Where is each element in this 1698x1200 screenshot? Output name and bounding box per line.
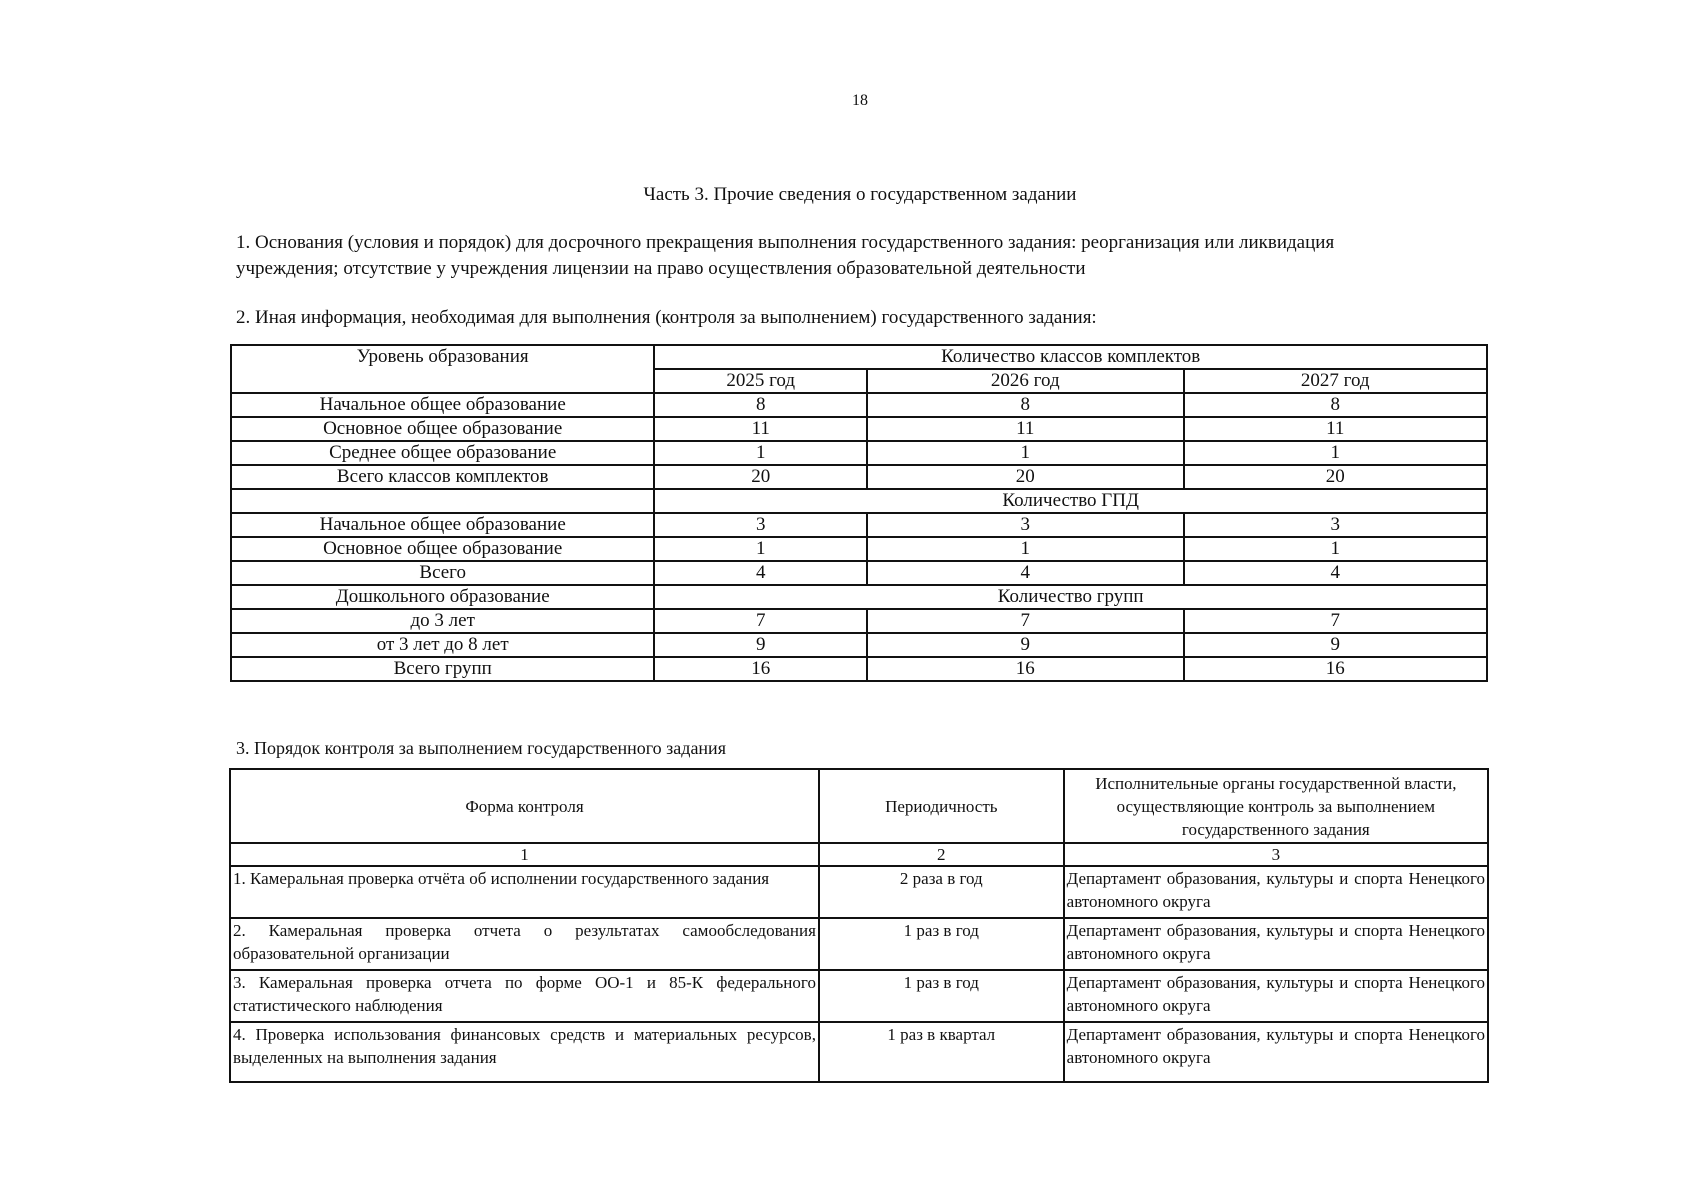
cell-value: 11	[1184, 417, 1488, 441]
table-row	[231, 561, 1487, 585]
table-row	[231, 657, 1487, 681]
cell-value: 4	[654, 561, 867, 585]
periodicity-cell: 1 раз в год	[819, 918, 1064, 970]
row-label: Основное общее образование	[231, 537, 654, 561]
authority-cell: Департамент образования, культуры и спорта Ненецкого автономного округа	[1064, 866, 1488, 918]
cell-value: 7	[867, 609, 1183, 633]
table-row	[230, 866, 1488, 918]
cell-value: 8	[867, 393, 1183, 417]
table-row	[230, 1022, 1488, 1082]
classes-header: Количество классов комплектов	[654, 345, 1487, 369]
part-title: Часть 3. Прочие сведения о государственном задании	[643, 184, 1077, 205]
groups-header: Количество групп	[654, 585, 1487, 609]
cell-value: 20	[654, 465, 867, 489]
section-1-line-2: учреждения; отсутствие у учреждения лицензии на право осуществления образовательной деятельности	[236, 258, 1086, 279]
row-label: Основное общее образование	[231, 417, 654, 441]
cell-value: 20	[1184, 465, 1488, 489]
table-row	[231, 633, 1487, 657]
control-form-cell: 2. Камеральная проверка отчета о результатах самообследования образовательной организации	[230, 918, 819, 970]
authority-cell: Департамент образования, культуры и спорта Ненецкого автономного округа	[1064, 1022, 1488, 1082]
table-row	[231, 513, 1487, 537]
cell-value: 7	[654, 609, 867, 633]
level-header: Уровень образования	[231, 345, 654, 393]
column-number: 1	[230, 843, 819, 866]
cell-value: 1	[1184, 537, 1488, 561]
cell-value: 7	[1184, 609, 1488, 633]
preschool-label: Дошкольного образование	[231, 585, 654, 609]
section-2-title: 2. Иная информация, необходимая для выполнения (контроля за выполнением) государственного задания:	[236, 307, 1097, 328]
row-label: Всего групп	[231, 657, 654, 681]
cell-value: 1	[1184, 441, 1488, 465]
control-form-cell: 1. Камеральная проверка отчёта об исполнении государственного задания	[230, 866, 819, 918]
year-header: 2027 год	[1184, 369, 1488, 393]
section-1-text	[236, 230, 1486, 282]
gpd-header: Количество ГПД	[654, 489, 1487, 513]
row-label: до 3 лет	[231, 609, 654, 633]
section-3-title: 3. Порядок контроля за выполнением государственного задания	[236, 738, 726, 758]
cell-value: 9	[1184, 633, 1488, 657]
control-form-cell: 3. Камеральная проверка отчета по форме ОО-1 и 85-К федерального статистического наблюдения	[230, 970, 819, 1022]
cell-value: 1	[654, 441, 867, 465]
authority-cell: Департамент образования, культуры и спорта Ненецкого автономного округа	[1064, 918, 1488, 970]
cell-value: 9	[654, 633, 867, 657]
cell-value: 1	[654, 537, 867, 561]
cell-value: 11	[867, 417, 1183, 441]
column-number: 2	[819, 843, 1064, 866]
row-label: от 3 лет до 8 лет	[231, 633, 654, 657]
table-row	[231, 393, 1487, 417]
table-row	[230, 918, 1488, 970]
table-row	[230, 970, 1488, 1022]
authority-cell: Департамент образования, культуры и спорта Ненецкого автономного округа	[1064, 970, 1488, 1022]
cell-value: 16	[867, 657, 1183, 681]
table-row	[231, 465, 1487, 489]
row-label: Начальное общее образование	[231, 513, 654, 537]
cell-value: 11	[654, 417, 867, 441]
year-header: 2026 год	[867, 369, 1183, 393]
column-number: 3	[1064, 843, 1488, 866]
table-row	[231, 537, 1487, 561]
row-label: Всего классов комплектов	[231, 465, 654, 489]
year-header: 2025 год	[654, 369, 867, 393]
control-form-cell: 4. Проверка использования финансовых средств и материальных ресурсов, выделенных на выполнения задания	[230, 1022, 819, 1082]
cell-value: 20	[867, 465, 1183, 489]
cell-value: 8	[654, 393, 867, 417]
cell-value: 9	[867, 633, 1183, 657]
cell-value: 1	[867, 537, 1183, 561]
page-number: 18	[852, 92, 868, 109]
table-row	[231, 609, 1487, 633]
table-row	[231, 441, 1487, 465]
periodicity-cell: 1 раз в квартал	[819, 1022, 1064, 1082]
table-row	[231, 417, 1487, 441]
section-1-line-1: 1. Основания (условия и порядок) для досрочного прекращения выполнения государственного задания: реорганизация или ликвидация	[236, 232, 1335, 253]
cell-value: 3	[654, 513, 867, 537]
row-label: Всего	[231, 561, 654, 585]
cell-value: 3	[1184, 513, 1488, 537]
cell-value: 4	[867, 561, 1183, 585]
cell-value: 16	[654, 657, 867, 681]
header-control-form: Форма контроля	[230, 769, 819, 843]
row-label: Среднее общее образование	[231, 441, 654, 465]
empty-cell	[231, 489, 654, 513]
cell-value: 8	[1184, 393, 1488, 417]
cell-value: 16	[1184, 657, 1488, 681]
cell-value: 1	[867, 441, 1183, 465]
periodicity-cell: 2 раза в год	[819, 866, 1064, 918]
row-label: Начальное общее образование	[231, 393, 654, 417]
classes-table	[230, 344, 1488, 682]
cell-value: 4	[1184, 561, 1488, 585]
control-table	[229, 768, 1489, 1083]
header-periodicity: Периодичность	[819, 769, 1064, 843]
periodicity-cell: 1 раз в год	[819, 970, 1064, 1022]
cell-value: 3	[867, 513, 1183, 537]
header-authority: Исполнительные органы государственной власти, осуществляющие контроль за выполнением государственного задания	[1064, 769, 1488, 843]
